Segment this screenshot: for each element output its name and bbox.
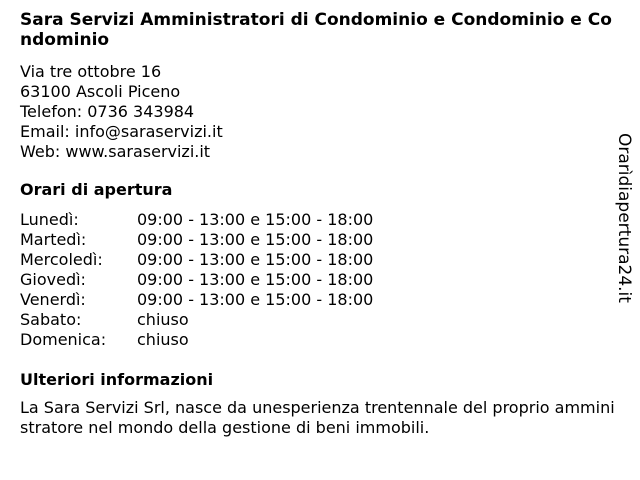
contact-block	[20, 62, 620, 162]
business-listing	[20, 10, 620, 438]
hours-row-monday	[20, 210, 620, 230]
city-address: 63100 Ascoli Piceno	[20, 82, 181, 101]
hours-time: 09:00 - 13:00 e 15:00 - 18:00	[137, 290, 374, 309]
hours-day: Venerdì:	[20, 290, 86, 309]
hours-time: 09:00 - 13:00 e 15:00 - 18:00	[137, 210, 374, 229]
hours-time: chiuso	[137, 310, 189, 329]
business-title: Sara Servizi Amministratori di Condominio e Condominio e Condominio	[20, 10, 612, 50]
hours-row-tuesday	[20, 230, 620, 250]
email-address: Email: info@saraservizi.it	[20, 122, 223, 141]
hours-day: Sabato:	[20, 310, 82, 329]
hours-time: chiuso	[137, 330, 189, 349]
hours-day: Mercoledì:	[20, 250, 103, 269]
site-watermark: Orarìdiapertura24.it	[614, 133, 634, 303]
street-address: Via tre ottobre 16	[20, 62, 162, 81]
website: Web: www.saraservizi.it	[20, 142, 211, 161]
hours-day: Giovedì:	[20, 270, 86, 289]
hours-day: Martedì:	[20, 230, 87, 249]
hours-time: 09:00 - 13:00 e 15:00 - 18:00	[137, 270, 374, 289]
info-description: La Sara Servizi Srl, nasce da unesperienza trentennale del proprio amministratore nel mondo della gestione di beni immobili.	[20, 398, 615, 437]
phone-number: Telefon: 0736 343984	[20, 102, 195, 121]
hours-time: 09:00 - 13:00 e 15:00 - 18:00	[137, 230, 374, 249]
hours-row-thursday	[20, 270, 620, 290]
hours-day: Lunedì:	[20, 210, 79, 229]
hours-row-saturday	[20, 310, 620, 330]
hours-row-wednesday	[20, 250, 620, 270]
hours-row-sunday	[20, 330, 620, 350]
hours-row-friday	[20, 290, 620, 310]
hours-heading: Orari di apertura	[20, 180, 173, 199]
hours-time: 09:00 - 13:00 e 15:00 - 18:00	[137, 250, 374, 269]
info-heading: Ulteriori informazioni	[20, 370, 214, 389]
hours-table	[20, 210, 620, 350]
hours-day: Domenica:	[20, 330, 107, 349]
